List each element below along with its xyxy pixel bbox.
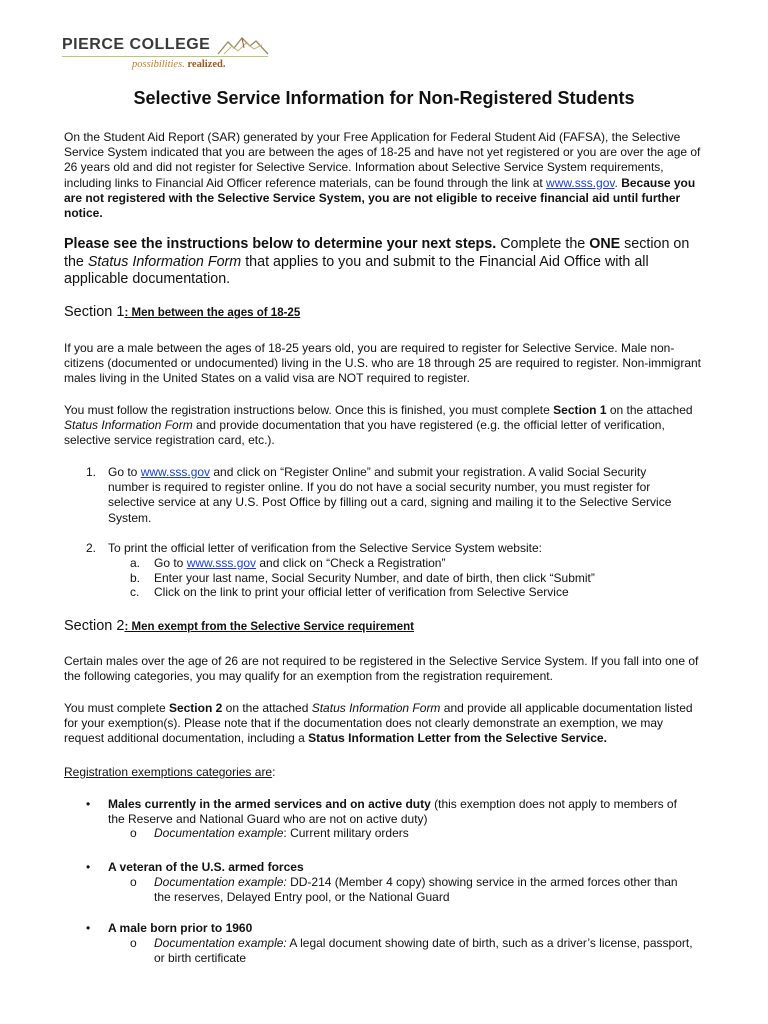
logo-tagline-a: possibilities. bbox=[132, 59, 185, 70]
section2-para1: Certain males over the age of 26 are not required to be registered in the Selective Service System. If you fall into one of the following categories, you may qualify for an exemption from the registration requirement. bbox=[64, 654, 699, 684]
intro-text-b: . bbox=[614, 175, 622, 190]
instructions-bold-b: ONE bbox=[589, 236, 621, 252]
section2-para2-italic: Status Information Form bbox=[311, 701, 441, 715]
page-title: Selective Service Information for Non-Registered Students bbox=[133, 88, 635, 108]
sss-link-step1[interactable]: www.sss.gov bbox=[140, 465, 211, 479]
substep-b-text: Enter your last name, Social Security Number, and date of birth, then click “Submit” bbox=[154, 571, 595, 585]
substep-a-text-a: Go to bbox=[154, 556, 187, 570]
substep-a-label: a. bbox=[130, 556, 141, 570]
logo-tagline bbox=[132, 59, 225, 70]
section1-title: : Men between the ages of 18-25 bbox=[124, 307, 301, 319]
pierce-college-logo bbox=[62, 34, 272, 74]
category1-doc bbox=[154, 826, 694, 841]
section2-para2-a: You must complete bbox=[64, 701, 169, 715]
section2-para2-b: on the attached bbox=[222, 701, 312, 715]
instructions-italic: Status Information Form bbox=[87, 253, 242, 270]
section1-label: Section 1 bbox=[64, 304, 125, 320]
section1-para2-b: on the attached bbox=[606, 403, 693, 417]
section1-para1: If you are a male between the ages of 18-25 years old, you are required to register for Selective Service. Male non-citizens (documented or undocumented) living in the U.S. who are 18 through 25 are required to register. Non-immigrant males living in the United States on a valid visa are NOT required to register. bbox=[64, 341, 702, 386]
category2-doc bbox=[154, 875, 694, 905]
section2-para2-bold2: Status Information Letter from the Selective Service. bbox=[308, 731, 607, 746]
substep-a-text-b: and click on “Check a Registration” bbox=[256, 556, 446, 570]
instructions-text-b: section on the bbox=[64, 236, 690, 270]
logo-name: PIERCE COLLEGE bbox=[62, 36, 211, 53]
category2-bold: A veteran of the U.S. armed forces bbox=[108, 860, 304, 874]
section2-heading bbox=[64, 618, 414, 634]
step1-text-a: Go to bbox=[108, 465, 141, 479]
section1-para2-a: You must follow the registration instructions below. Once this is finished, you must complete bbox=[64, 403, 554, 417]
step2-text: To print the official letter of verification from the Selective Service System website: bbox=[108, 541, 542, 555]
sub-bullet-cat3: o bbox=[130, 936, 137, 950]
bullet-cat2: • bbox=[86, 860, 91, 874]
step2-number: 2. bbox=[86, 541, 97, 555]
category3-text bbox=[108, 921, 696, 936]
categories-label: Registration exemptions categories are bbox=[64, 765, 273, 779]
section2-label: Section 2 bbox=[64, 618, 125, 634]
section1-para2-c: and provide documentation that you have registered (e.g. the official letter of verification, selective service registration card, etc.). bbox=[64, 418, 665, 448]
bullet-cat3: • bbox=[86, 921, 91, 935]
logo-rule bbox=[62, 56, 268, 57]
intro-text-a: On the Student Aid Report (SAR) generated by your Free Application for Federal Student Aid (FAFSA), the Selective Service System indicated that you are between the ages of 18-25 and have not yet registered or you are over the age of 26 years old and did not register for Selective Service. Information about Selective Service System requirements, including links to Financial Aid Officer reference materials, can be found through the link at bbox=[64, 130, 701, 190]
category1-bold: Males currently in the armed services and on active duty bbox=[108, 797, 431, 811]
category1-doc-text: : Current military orders bbox=[283, 826, 409, 840]
step1-text-b: and click on “Register Online” and submit your registration. A valid Social Security number is required to register online. If you do not have a social security number, you must register for selective service at any U.S. Post Office by filling out a card, signing and mailing it to the Selective Service System. bbox=[108, 465, 672, 525]
step1-number: 1. bbox=[86, 465, 97, 479]
category3-bold: A male born prior to 1960 bbox=[108, 921, 253, 935]
substep-c-text: Click on the link to print your official letter of verification from Selective Service bbox=[154, 585, 569, 599]
sss-link-substep-a[interactable]: www.sss.gov bbox=[186, 556, 257, 570]
logo-tagline-b: realized. bbox=[187, 59, 226, 70]
instructions-text-c: that applies to you and submit to the Financial Aid Office with all applicable documentation. bbox=[64, 253, 649, 287]
category1-detail: (this exemption does not apply to members of the Reserve and National Guard who are not on active duty) bbox=[108, 797, 677, 827]
intro-paragraph bbox=[64, 130, 704, 221]
category3-doc bbox=[154, 936, 694, 966]
category3-doc-label: Documentation example: bbox=[154, 936, 287, 950]
substep-a-text bbox=[154, 556, 694, 571]
sub-bullet-cat2: o bbox=[130, 875, 137, 889]
categories-colon: : bbox=[272, 765, 276, 779]
instructions-text-a: Complete the bbox=[496, 236, 590, 252]
section1-heading bbox=[64, 304, 300, 320]
sub-bullet-cat1: o bbox=[130, 826, 137, 840]
sss-link-intro[interactable]: www.sss.gov bbox=[546, 175, 615, 190]
section1-para2 bbox=[64, 403, 704, 449]
instructions-paragraph bbox=[64, 236, 704, 289]
section2-para2 bbox=[64, 701, 704, 747]
category3-doc-text: A legal document showing date of birth, such as a driver’s license, passport, or birth certificate bbox=[154, 936, 693, 966]
substep-b-label: b. bbox=[130, 571, 141, 585]
section2-para2-c: and provide all applicable documentation listed for your exemption(s). Please note that if the documentation does not clearly demonstrate an exemption, we may request additional documentation, including a bbox=[64, 701, 693, 746]
category2-doc-text: DD-214 (Member 4 copy) showing service in the armed forces other than the reserves, Delayed Entry pool, or the National Guard bbox=[154, 875, 678, 905]
intro-bold: Because you are not registered with the Selective Service System, you are not eligible to receive financial aid until further notice. bbox=[64, 175, 696, 221]
instructions-bold-a: Please see the instructions below to determine your next steps. bbox=[64, 236, 497, 252]
substep-c-label: c. bbox=[130, 585, 140, 599]
categories-heading bbox=[64, 765, 704, 780]
section2-para2-bold: Section 2 bbox=[168, 701, 223, 715]
mountain-logo-icon bbox=[216, 34, 270, 56]
bullet-cat1: • bbox=[86, 797, 91, 811]
category2-text bbox=[108, 860, 696, 875]
category1-text bbox=[108, 797, 696, 827]
section2-title: : Men exempt from the Selective Service requirement bbox=[124, 621, 414, 633]
section1-para2-bold: Section 1 bbox=[553, 403, 607, 417]
step1-text bbox=[108, 465, 686, 526]
section1-para2-italic: Status Information Form bbox=[64, 418, 193, 433]
category1-doc-label: Documentation example bbox=[154, 826, 284, 840]
category2-doc-label: Documentation example: bbox=[154, 875, 287, 889]
